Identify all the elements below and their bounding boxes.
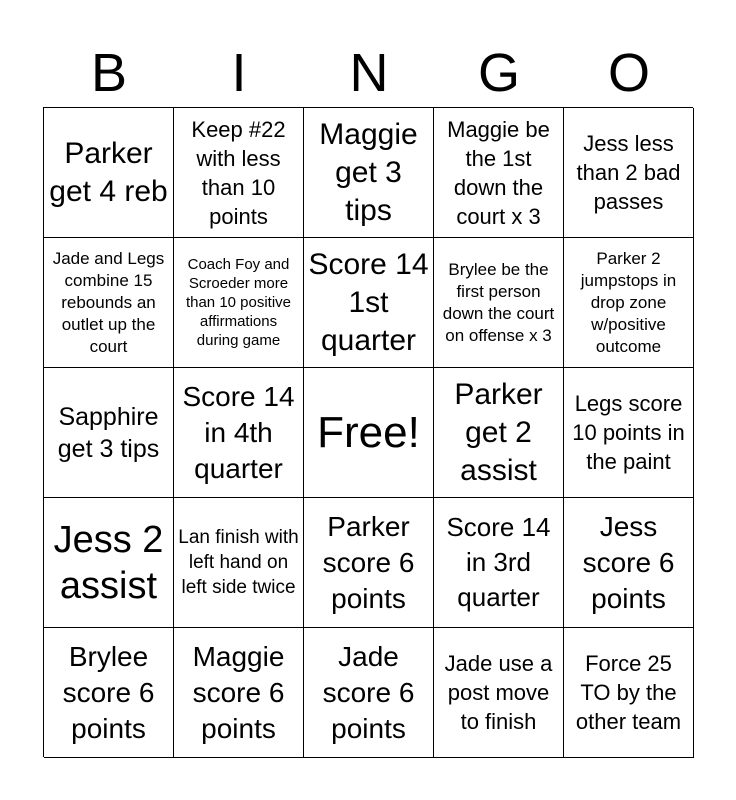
bingo-cell[interactable] xyxy=(44,108,174,238)
cell-text: Jess less than 2 bad passes xyxy=(576,131,681,214)
header-letter-b: B xyxy=(90,43,128,103)
cell-text: Jade use a post move to finish xyxy=(444,651,553,734)
cell-text: Score 14 1st quarter xyxy=(308,247,429,357)
bingo-cell[interactable] xyxy=(174,628,304,758)
bingo-header xyxy=(44,38,694,108)
bingo-cell[interactable] xyxy=(564,628,694,758)
free-cell[interactable] xyxy=(304,368,434,498)
cell-text: Brylee score 6 points xyxy=(62,640,155,744)
bingo-cell[interactable] xyxy=(44,368,174,498)
cell-text: Parker get 4 reb xyxy=(49,136,168,208)
cell-text: Maggie get 3 tips xyxy=(319,117,418,227)
cell-text: Parker 2 jumpstops in drop zone w/positive outcome xyxy=(580,248,677,356)
bingo-cell[interactable] xyxy=(434,498,564,628)
bingo-cell[interactable] xyxy=(44,238,174,368)
header-letter-i: I xyxy=(231,43,247,103)
bingo-cell[interactable] xyxy=(304,238,434,368)
header-letter-n: N xyxy=(349,43,389,103)
bingo-cell[interactable] xyxy=(434,238,564,368)
cell-text: Sapphire get 3 tips xyxy=(57,402,160,463)
bingo-cell[interactable] xyxy=(174,108,304,238)
cell-text: Brylee be the first person down the court on offense x 3 xyxy=(442,259,555,345)
bingo-cell[interactable] xyxy=(564,368,694,498)
header-letter-g: G xyxy=(477,43,520,103)
cell-text: Jess score 6 points xyxy=(582,510,675,614)
bingo-cell[interactable] xyxy=(174,238,304,368)
bingo-cell[interactable] xyxy=(44,498,174,628)
cell-text: Maggie be the 1st down the court x 3 xyxy=(447,116,550,229)
cell-text: Parker get 2 assist xyxy=(454,377,543,487)
cell-text: Score 14 in 3rd quarter xyxy=(446,512,551,612)
bingo-cell[interactable] xyxy=(304,108,434,238)
cell-text: Score 14 in 4th quarter xyxy=(182,380,295,484)
cell-text: Coach Foy and Scroeder more than 10 positive affirmations during game xyxy=(185,256,292,349)
cell-text: Free! xyxy=(317,407,420,457)
bingo-cell[interactable] xyxy=(564,108,694,238)
bingo-cell[interactable] xyxy=(564,238,694,368)
bingo-board xyxy=(43,107,693,757)
bingo-cell[interactable] xyxy=(44,628,174,758)
bingo-cell[interactable] xyxy=(564,498,694,628)
bingo-cell[interactable] xyxy=(304,498,434,628)
cell-text: Legs score 10 points in the paint xyxy=(572,391,685,474)
bingo-cell[interactable] xyxy=(434,108,564,238)
header-letter-o: O xyxy=(607,43,650,103)
cell-text: Jade score 6 points xyxy=(322,640,415,744)
cell-text: Force 25 TO by the other team xyxy=(575,651,682,734)
bingo-cell[interactable] xyxy=(174,368,304,498)
bingo-cell[interactable] xyxy=(434,368,564,498)
bingo-cell[interactable] xyxy=(304,628,434,758)
cell-text: Parker score 6 points xyxy=(322,510,415,614)
cell-text: Lan finish with left hand on left side twice xyxy=(178,527,299,598)
cell-text: Keep #22 with less than 10 points xyxy=(191,116,286,229)
cell-text: Jess 2 assist xyxy=(53,518,164,607)
cell-text: Maggie score 6 points xyxy=(192,640,285,744)
bingo-cell[interactable] xyxy=(434,628,564,758)
cell-text: Jade and Legs combine 15 rebounds an outlet up the court xyxy=(52,248,165,356)
bingo-cell[interactable] xyxy=(174,498,304,628)
